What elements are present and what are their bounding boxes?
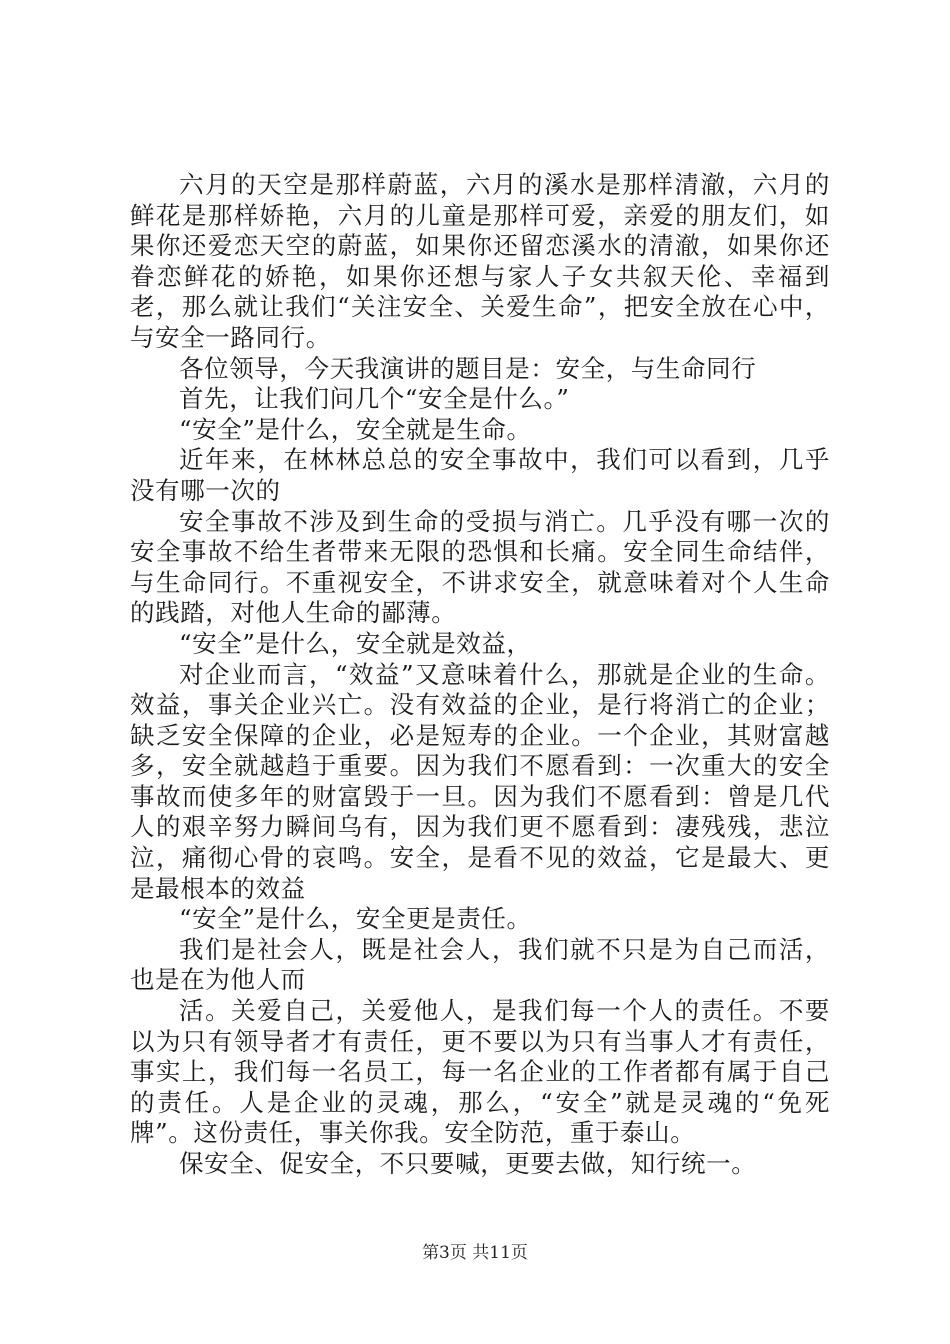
document-body: [130, 170, 830, 1180]
paragraph-heading-responsibility: “安全”是什么，安全更是责任。: [179, 904, 532, 934]
paragraph-social-person: 我们是社会人，既是社会人，我们就不只是为自己而活，也是在为他人而: [130, 934, 830, 995]
paragraph-enterprise: 对企业而言，“效益”又意味着什么，那就是企业的生命。效益，事关企业兴亡。没有效益的企业，是行将消亡的企业；缺乏安全保障的企业，必是短寿的企业。一个企业，其财富越多，安全就越趋于重要。因为我们不愿看到：一次重大的安全事故而使多年的财富毁于一旦。因为我们不愿看到：曾是几代人的艰辛努力瞬间乌有，因为我们更不愿看到：凄残残，悲泣泣，痛彻心骨的哀鸣。安全，是看不见的效益，它是最大、更是最根本的效益: [130, 659, 830, 903]
paragraph-title-line: 各位领导，今天我演讲的题目是：安全，与生命同行: [179, 353, 757, 383]
page-number-footer: 第3页 共11页: [422, 1243, 528, 1263]
paragraph-closing: 保安全、促安全，不只要喊，更要去做，知行统一。: [179, 1149, 757, 1178]
paragraph-heading-life: “安全”是什么，安全就是生命。: [179, 414, 532, 444]
paragraph-heading-benefit: “安全”是什么，安全就是效益，: [179, 628, 532, 658]
paragraph-responsibility: 活。关爱自己，关爱他人，是我们每一个人的责任。不要以为只有领导者才有责任，更不要以为只有当事人才有责任，事实上，我们每一名员工，每一名企业的工作者都有属于自己的责任。人是企业的灵魂，那么，“安全”就是灵魂的“免死牌”。这份责任，事关你我。安全防范，重于泰山。: [130, 996, 830, 1148]
paragraph-recent-years: 近年来，在林林总总的安全事故中，我们可以看到，几乎没有哪一次的: [130, 445, 830, 505]
paragraph-question: 首先，让我们问几个“安全是什么。”: [179, 384, 570, 414]
paragraph-intro: 六月的天空是那样蔚蓝，六月的溪水是那样清澈，六月的鲜花是那样娇艳，六月的儿童是那样可爱，亲爱的朋友们，如果你还爱恋天空的蔚蓝，如果你还留恋溪水的清澈，如果你还眷恋鲜花的娇艳，如果你还想与家人子女共叙天伦、幸福到老，那么就让我们“关注安全、关爱生命”，把安全放在心中，与安全一路同行。: [130, 170, 830, 352]
paragraph-accidents: 安全事故不涉及到生命的受损与消亡。几乎没有哪一次的安全事故不给生者带来无限的恐惧和长痛。安全同生命结伴，与生命同行。不重视安全，不讲求安全，就意味着对个人生命的践踏，对他人生命的鄙薄。: [130, 506, 830, 628]
